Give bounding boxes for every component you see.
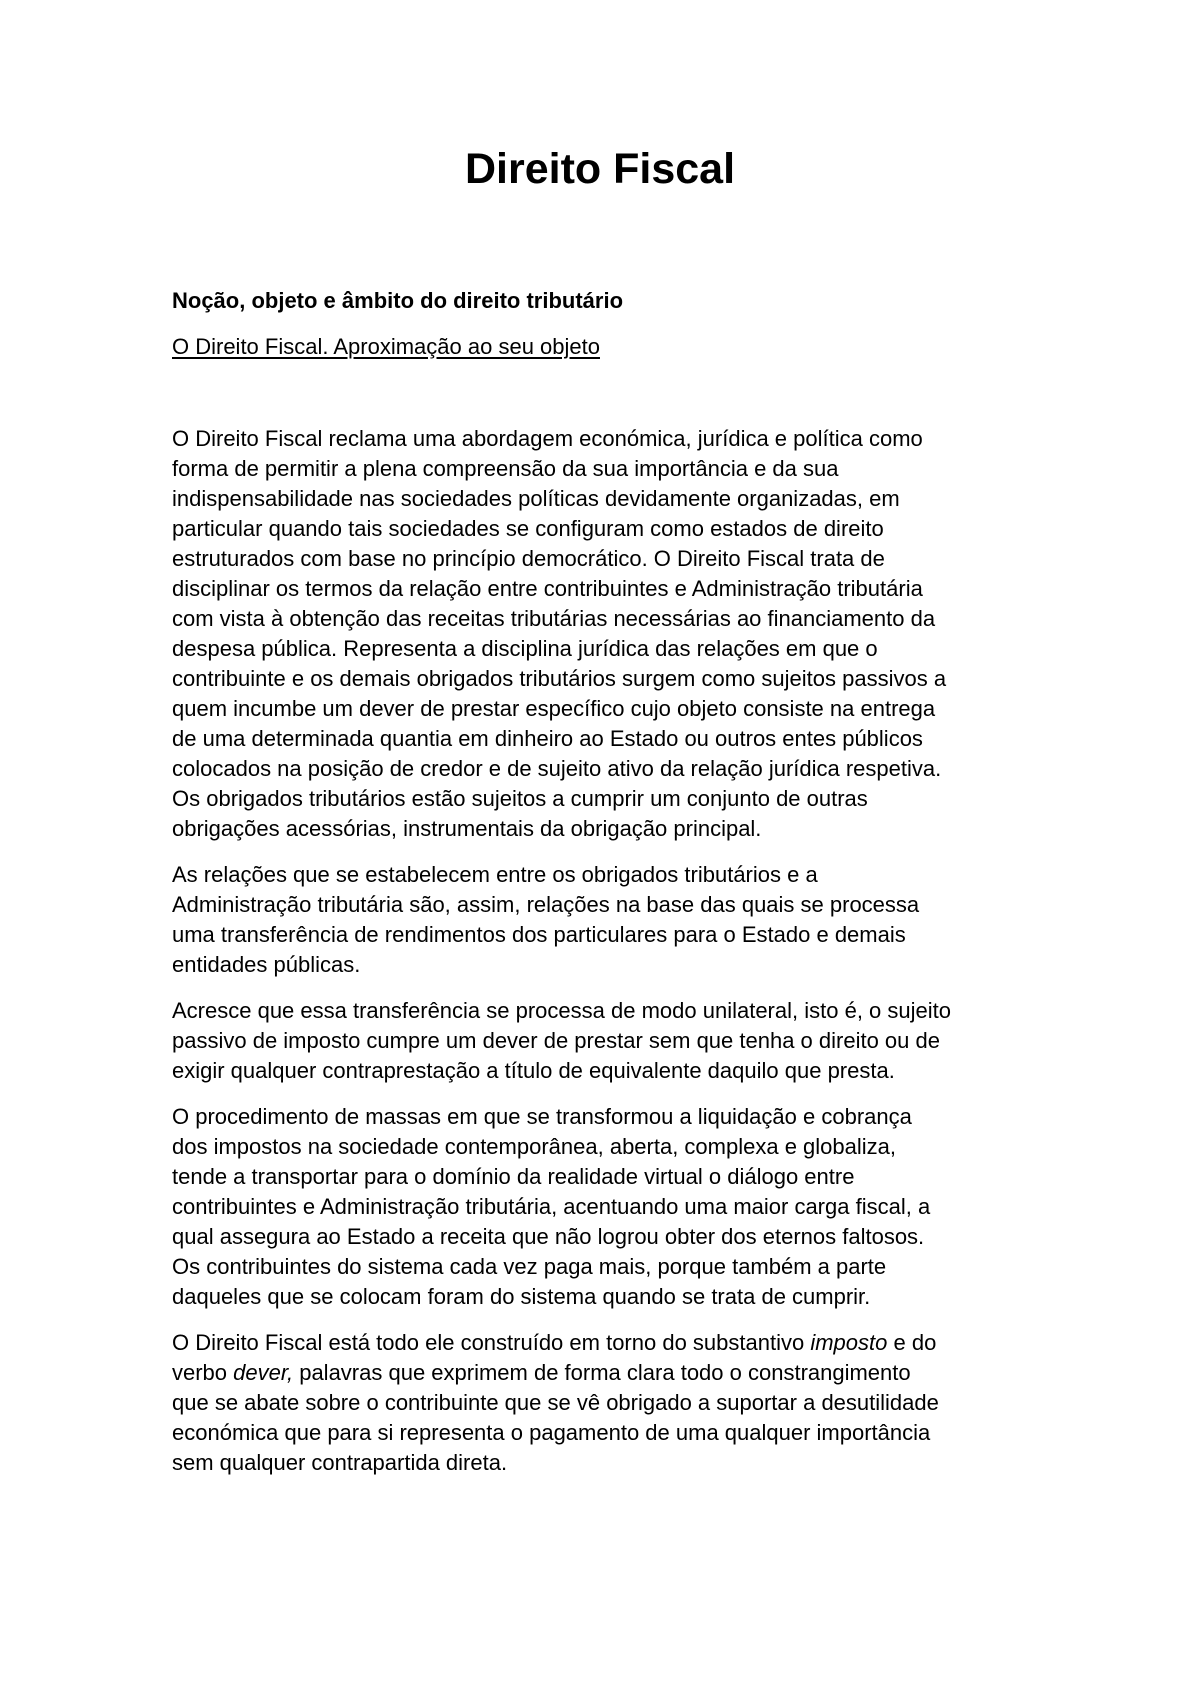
text-line: O procedimento de massas em que se transformou a liquidação e cobrança — [172, 1104, 912, 1129]
subheading: O Direito Fiscal. Aproximação ao seu objeto — [172, 334, 600, 359]
text-line: Administração tributária são, assim, relações na base das quais se processa — [172, 892, 920, 917]
text-line: As relações que se estabelecem entre os obrigados tributários e a — [172, 862, 818, 887]
text-line: particular quando tais sociedades se configuram como estados de direito — [172, 516, 884, 541]
text-line: que se abate sobre o contribuinte que se vê obrigado a suportar a desutilidade — [172, 1390, 939, 1415]
paragraph-5 — [172, 1328, 1042, 1478]
paragraph-3 — [172, 996, 1042, 1086]
paragraph-2 — [172, 860, 1042, 980]
text-line: despesa pública. Representa a disciplina jurídica das relações em que o — [172, 636, 878, 661]
text-line — [172, 1358, 1042, 1388]
text-line: quem incumbe um dever de prestar específico cujo objeto consiste na entrega — [172, 696, 936, 721]
text-line: dos impostos na sociedade contemporânea, aberta, complexa e globaliza, — [172, 1134, 897, 1159]
text-run: palavras que exprimem de forma clara todo o constrangimento — [293, 1360, 911, 1385]
text-line: O Direito Fiscal reclama uma abordagem económica, jurídica e política como — [172, 426, 923, 451]
text-line: de uma determinada quantia em dinheiro ao Estado ou outros entes públicos — [172, 726, 923, 751]
text-line: Os contribuintes do sistema cada vez paga mais, porque também a parte — [172, 1254, 887, 1279]
text-line: económica que para si representa o pagamento de uma qualquer importância — [172, 1420, 931, 1445]
text-line: uma transferência de rendimentos dos particulares para o Estado e demais — [172, 922, 906, 947]
text-line: tende a transportar para o domínio da realidade virtual o diálogo entre — [172, 1164, 855, 1189]
text-run: verbo — [172, 1360, 234, 1385]
emphasis-imposto: imposto — [810, 1330, 888, 1355]
text-line: forma de permitir a plena compreensão da sua importância e da sua — [172, 456, 839, 481]
paragraph-1 — [172, 424, 1042, 844]
text-line: contribuinte e os demais obrigados tributários surgem como sujeitos passivos a — [172, 666, 947, 691]
text-line — [172, 1328, 1042, 1358]
text-run: O Direito Fiscal está todo ele construído em torno do substantivo — [172, 1330, 811, 1355]
text-line: contribuintes e Administração tributária, acentuando uma maior carga fiscal, a — [172, 1194, 931, 1219]
text-line: colocados na posição de credor e de sujeito ativo da relação jurídica respetiva. — [172, 756, 942, 781]
text-line: entidades públicas. — [172, 952, 361, 977]
text-line: Os obrigados tributários estão sujeitos a cumprir um conjunto de outras — [172, 786, 868, 811]
emphasis-dever: dever, — [233, 1360, 294, 1385]
text-line: sem qualquer contrapartida direta. — [172, 1450, 508, 1475]
body-text — [172, 424, 1042, 1494]
text-line: passivo de imposto cumpre um dever de prestar sem que tenha o direito ou de — [172, 1028, 940, 1053]
text-line: qual assegura ao Estado a receita que não logrou obter dos eternos faltosos. — [172, 1224, 925, 1249]
text-line: exigir qualquer contraprestação a título de equivalente daquilo que presta. — [172, 1058, 895, 1083]
text-line: com vista à obtenção das receitas tributárias necessárias ao financiamento da — [172, 606, 936, 631]
text-line: daqueles que se colocam foram do sistema quando se trata de cumprir. — [172, 1284, 871, 1309]
section-heading: Noção, objeto e âmbito do direito tributário — [172, 288, 624, 313]
text-line: estruturados com base no princípio democrático. O Direito Fiscal trata de — [172, 546, 885, 571]
paragraph-4 — [172, 1102, 1042, 1312]
text-line: indispensabilidade nas sociedades políticas devidamente organizadas, em — [172, 486, 900, 511]
text-run: e do — [887, 1330, 937, 1355]
text-line: obrigações acessórias, instrumentais da obrigação principal. — [172, 816, 762, 841]
document-title: Direito Fiscal — [464, 145, 736, 193]
text-line: Acresce que essa transferência se processa de modo unilateral, isto é, o sujeito — [172, 998, 951, 1023]
text-line: disciplinar os termos da relação entre contribuintes e Administração tributária — [172, 576, 923, 601]
